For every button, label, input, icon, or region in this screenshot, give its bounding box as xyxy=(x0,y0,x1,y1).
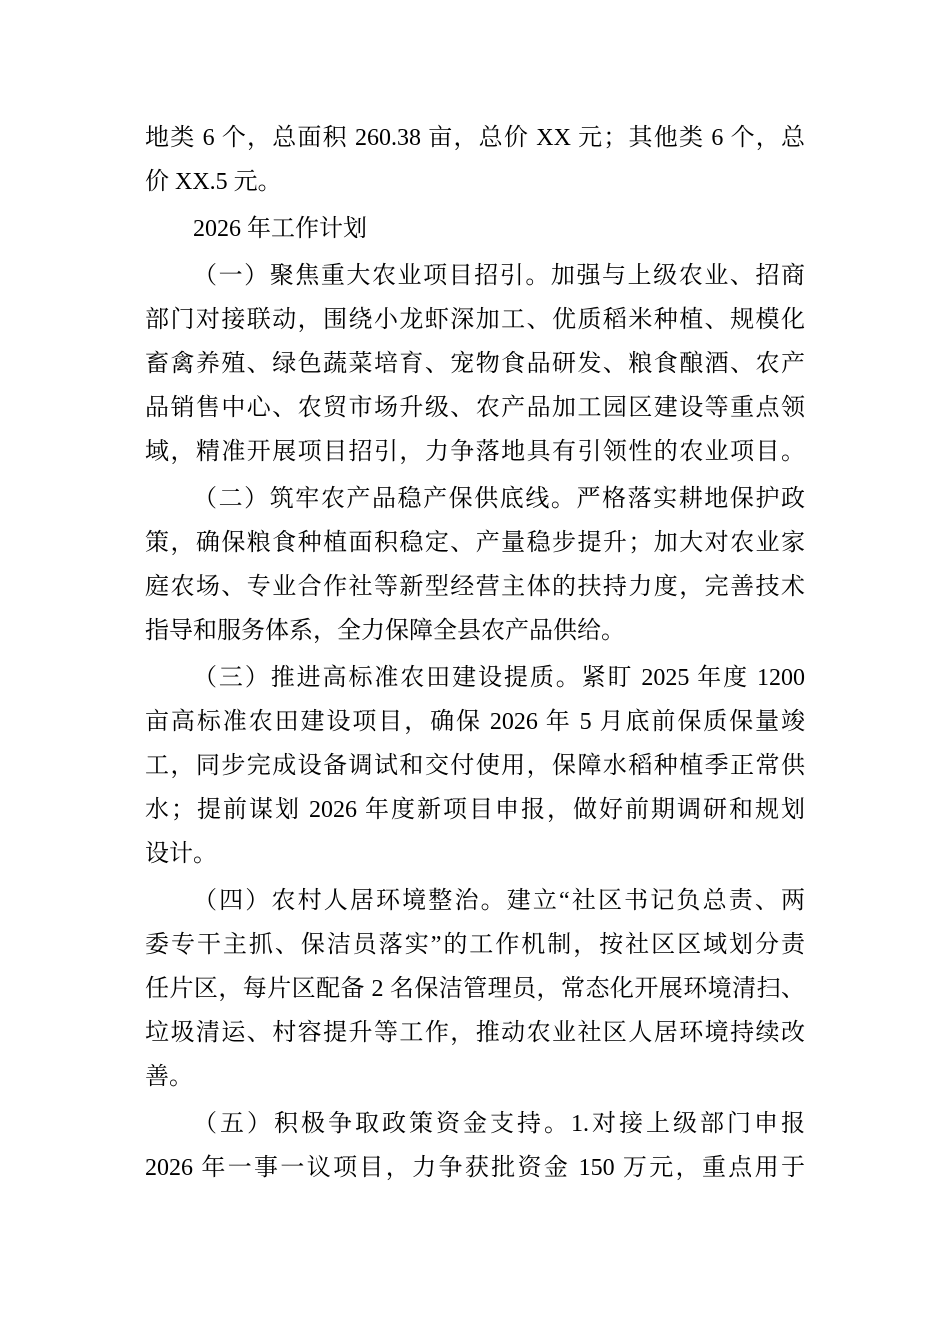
carryover-paragraph xyxy=(145,116,805,204)
text-line: 策，确保粮食种植面积稳定、产量稳步提升；加大对农业家 xyxy=(145,530,805,556)
text-line: 部门对接联动，围绕小龙虾深加工、优质稻米种植、规模化 xyxy=(145,307,805,333)
text-line: 价 XX.5 元。 xyxy=(145,169,282,195)
section-heading: （一）聚焦重大农业项目招引。 xyxy=(193,263,551,289)
section-heading: （二）筑牢农产品稳产保供底线。 xyxy=(193,486,577,512)
text-line: 设计。 xyxy=(145,841,217,867)
text-line: 水；提前谋划 2026 年度新项目申报，做好前期调研和规划 xyxy=(145,797,805,823)
line-text: 加强与上级农业、招商 xyxy=(550,263,805,289)
line-text: 建立“社区书记负总责、两 xyxy=(506,888,805,914)
text-line xyxy=(145,477,805,521)
line-text: 严格落实耕地保护政 xyxy=(576,486,805,512)
section-4 xyxy=(145,879,805,1099)
section-1 xyxy=(145,254,805,474)
section-2 xyxy=(145,477,805,653)
section-5 xyxy=(145,1102,805,1190)
text-line: 2026 年一事一议项目，力争获批资金 150 万元，重点用于 xyxy=(145,1155,805,1181)
text-line: 工，同步完成设备调试和交付使用，保障水稻种植季正常供 xyxy=(145,753,805,779)
section-heading: （三）推进高标准农田建设提质。 xyxy=(193,665,582,691)
text-line: 域，精准开展项目招引，力争落地具有引领性的农业项目。 xyxy=(145,439,805,465)
text-line: 善。 xyxy=(145,1064,193,1090)
text-line: 地类 6 个，总面积 260.38 亩，总价 XX 元；其他类 6 个，总 xyxy=(145,125,805,151)
section-heading: （四）农村人居环境整治。 xyxy=(193,888,507,914)
text-line: 2026 年工作计划 xyxy=(193,216,367,242)
plan-title xyxy=(145,207,805,251)
text-line: 垃圾清运、村容提升等工作，推动农业社区人居环境持续改 xyxy=(145,1020,805,1046)
text-line xyxy=(145,254,805,298)
line-text: 1.对接上级部门申报 xyxy=(571,1111,805,1137)
section-3 xyxy=(145,656,805,876)
text-line: 任片区，每片区配备 2 名保洁管理员，常态化开展环境清扫、 xyxy=(145,976,805,1002)
section-heading: （五）积极争取政策资金支持。 xyxy=(193,1111,571,1137)
text-line: 委专干主抓、保洁员落实”的工作机制，按社区区域划分责 xyxy=(145,932,805,958)
text-line: 指导和服务体系，全力保障全县农产品供给。 xyxy=(145,618,625,644)
text-line: 亩高标准农田建设项目，确保 2026 年 5 月底前保质保量竣 xyxy=(145,709,805,735)
text-line xyxy=(145,879,805,923)
text-line xyxy=(145,1102,805,1146)
text-line: 品销售中心、农贸市场升级、农产品加工园区建设等重点领 xyxy=(145,395,805,421)
line-text: 紧盯 2025 年度 1200 xyxy=(581,665,805,691)
text-line: 庭农场、专业合作社等新型经营主体的扶持力度，完善技术 xyxy=(145,574,805,600)
text-line xyxy=(145,656,805,700)
text-line: 畜禽养殖、绿色蔬菜培育、宠物食品研发、粮食酿酒、农产 xyxy=(145,351,805,377)
